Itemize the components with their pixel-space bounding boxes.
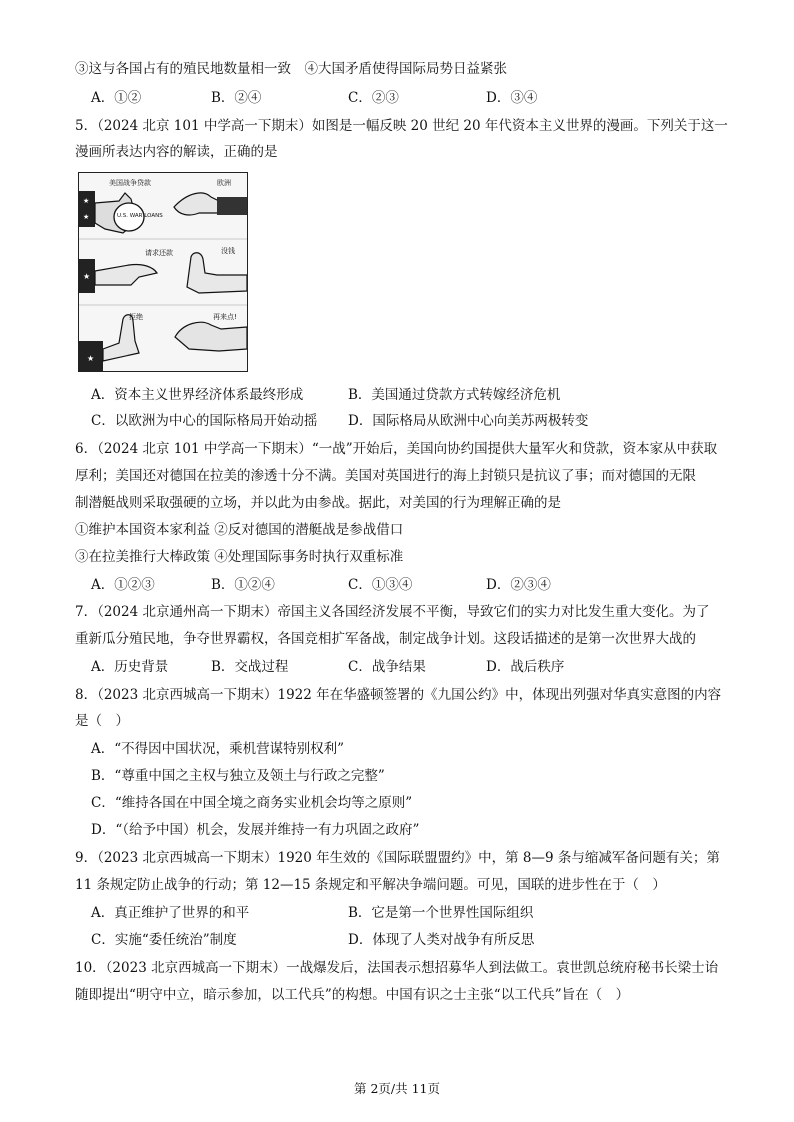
q7-option-d[interactable]: D．战后秩序 xyxy=(486,659,565,675)
q9-option-b[interactable]: B．它是第一个世界性国际组织 xyxy=(348,905,534,921)
q6-option-c[interactable]: C．①③④ xyxy=(348,577,413,593)
q8-stem-line1: 8．（2023 北京西城高一下期末）1922 年在华盛顿签署的《九国公约》中，体现出列强对华真实意图的内容 xyxy=(75,687,722,703)
cartoon-label-repay: 请求还款 xyxy=(145,249,173,257)
cartoon-label-more: 再来点! xyxy=(213,313,237,321)
q5-option-b[interactable]: B．美国通过贷款方式转嫁经济危机 xyxy=(348,387,561,403)
svg-text:★: ★ xyxy=(83,272,91,281)
q6-stem-line2: 厚利；美国还对德国在拉美的渗透十分不满。美国对英国进行的海上封锁只是抗议了事；而对德国的无限 xyxy=(75,468,696,484)
q10-stem-line2: 随即提出“明守中立，暗示参加，以工代兵”的构想。中国有识之士主张“以工代兵”旨在（ ） xyxy=(75,987,630,1003)
cartoon-label-refuse: 拒绝 xyxy=(129,313,143,321)
q8-option-c[interactable]: C．“维持各国在中国全境之商务实业机会均等之原则” xyxy=(91,795,413,811)
q8-option-d[interactable]: D．“（给予中国）机会，发展并维持一有力巩固之政府” xyxy=(91,822,420,838)
cartoon-label-loans: U.S. WAR LOANS xyxy=(117,213,163,219)
cartoon-label-no-money: 没钱 xyxy=(221,247,235,255)
q8-option-b[interactable]: B．“尊重中国之主权与独立及领土与行政之完整” xyxy=(91,768,385,784)
page-footer: 第 2页/共 11页 xyxy=(353,1081,441,1096)
svg-text:★: ★ xyxy=(83,213,90,221)
q5-option-c[interactable]: C．以欧洲为中心的国际格局开始动摇 xyxy=(91,413,318,429)
cartoon-label-war-loans: 美国战争贷款 xyxy=(109,179,151,187)
q6-statements-1-2: ①维护本国资本家利益 ②反对德国的潜艇战是参战借口 xyxy=(75,522,404,538)
q7-option-a[interactable]: A．历史背景 xyxy=(91,659,169,675)
q7-stem-line1: 7．（2024 北京通州高一下期末）帝国主义各国经济发展不平衡，导致它们的实力对比发生重大变化。为了 xyxy=(75,604,710,620)
q5-stem-line2: 漫画所表达内容的解读，正确的是 xyxy=(75,144,278,160)
q9-option-d[interactable]: D．体现了人类对战争有所反思 xyxy=(348,932,535,948)
q6-option-d[interactable]: D．②③④ xyxy=(486,577,551,593)
q7-option-b[interactable]: B．交战过程 xyxy=(211,659,289,675)
q9-option-a[interactable]: A．真正维护了世界的和平 xyxy=(91,905,250,921)
q6-stem-line1: 6．（2024 北京 101 中学高一下期末）“一战”开始后，美国向协约国提供大量军火和贷款，资本家从中获取 xyxy=(75,441,718,457)
q4-statement-3-4: ③这与各国占有的殖民地数量相一致 ④大国矛盾使得国际局势日益紧张 xyxy=(75,61,507,77)
q8-stem-line2: 是（ ） xyxy=(75,713,129,729)
q4-option-a[interactable]: A．①② xyxy=(91,90,142,106)
q4-option-d[interactable]: D．③④ xyxy=(486,90,538,106)
q6-option-b[interactable]: B．①②④ xyxy=(211,577,275,593)
svg-text:★: ★ xyxy=(87,354,95,363)
q5-option-a[interactable]: A．资本主义世界经济体系最终形成 xyxy=(91,387,304,403)
q9-option-c[interactable]: C．实施“委任统治”制度 xyxy=(91,932,237,948)
q10-stem-line1: 10．（2023 北京西城高一下期末）一战爆发后，法国表示想招募华人到法做工。袁世凯总统府秘书长梁士诒 xyxy=(75,960,719,976)
cartoon-image xyxy=(78,172,248,372)
q7-option-c[interactable]: C．战争结果 xyxy=(348,659,426,675)
q4-option-c[interactable]: C．②③ xyxy=(348,90,399,106)
cartoon-drawing xyxy=(79,173,247,371)
q6-stem-line3: 制潜艇战则采取强硬的立场，并以此为由参战。据此，对美国的行为理解正确的是 xyxy=(75,495,561,511)
q4-option-b[interactable]: B．②④ xyxy=(211,90,262,106)
q9-stem-line2: 11 条规定防止战争的行动；第 12—15 条规定和平解决争端问题。可见，国联的进步性在于（ ） xyxy=(75,877,666,893)
q9-stem-line1: 9．（2023 北京西城高一下期末）1920 年生效的《国际联盟盟约》中，第 8—9 条与缩减军备问题有关；第 xyxy=(75,850,720,866)
q6-statements-3-4: ③在拉美推行大棒政策 ④处理国际事务时执行双重标准 xyxy=(75,549,404,565)
cartoon-label-europe: 欧洲 xyxy=(217,179,231,187)
svg-text:★: ★ xyxy=(83,197,90,205)
q5-stem-line1: 5．（2024 北京 101 中学高一下期末）如图是一幅反映 20 世纪 20 年代资本主义世界的漫画。下列关于这一 xyxy=(75,118,728,134)
q8-option-a[interactable]: A．“不得因中国状况，乘机营谋特别权利” xyxy=(91,741,345,757)
q5-option-d[interactable]: D．国际格局从欧洲中心向美苏两极转变 xyxy=(348,413,589,429)
q7-stem-line2: 重新瓜分殖民地，争夺世界霸权，各国竞相扩军备战，制定战争计划。这段话描述的是第一次世界大战的 xyxy=(75,631,696,647)
q6-option-a[interactable]: A．①②③ xyxy=(91,577,155,593)
